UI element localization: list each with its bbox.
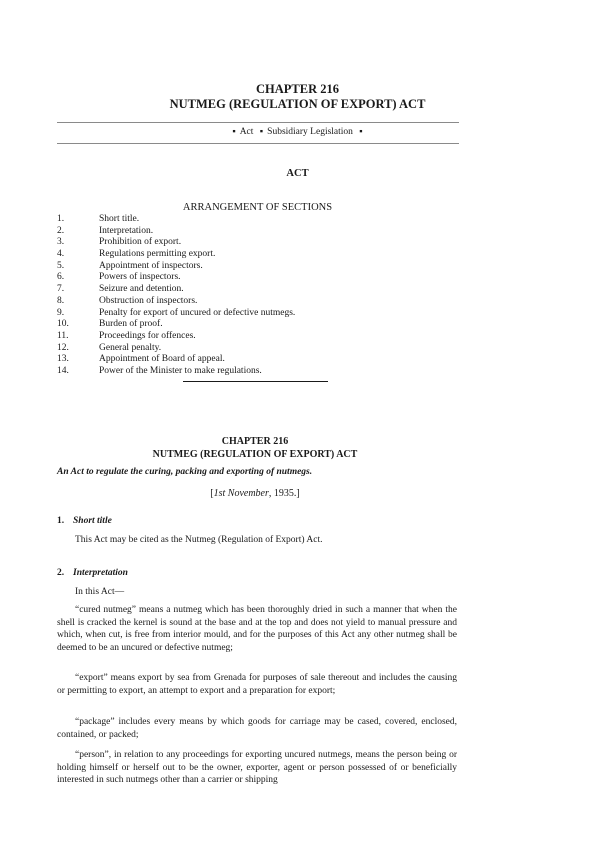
arrangement-item-number: 3. — [57, 237, 65, 248]
arrangement-item[interactable] — [57, 272, 477, 284]
act-label: ACT — [286, 168, 309, 179]
arrangement-item[interactable] — [57, 249, 477, 261]
body-chapter-heading: CHAPTER 216 — [221, 436, 289, 447]
arrangement-item[interactable] — [57, 331, 477, 343]
arrangement-item-number: 1. — [57, 214, 65, 224]
definition-export: “export” means export by sea from Grenada for purposes of sale thereout and includes the causing or permitting to export, an attempt to export and a preparation for export; — [57, 673, 457, 696]
section-2-intro: In this Act— — [75, 587, 125, 597]
arrangement-item-number: 14. — [57, 365, 69, 376]
arrangement-item[interactable] — [57, 296, 477, 308]
definition-package: “package” includes every means by which goods for carriage may be cased, covered, enclosed, contained, or packed; — [57, 717, 457, 740]
arrangement-item-number: 6. — [57, 272, 65, 283]
arrangement-item[interactable] — [57, 354, 477, 366]
act-title-heading: NUTMEG (REGULATION OF EXPORT) ACT — [169, 97, 426, 111]
arrangement-item[interactable] — [57, 237, 477, 249]
arrangement-item[interactable] — [57, 284, 477, 296]
arrangement-item[interactable] — [57, 343, 477, 355]
arrangement-item[interactable] — [57, 319, 477, 331]
body-act-title: NUTMEG (REGULATION OF EXPORT) ACT — [152, 449, 358, 460]
arrangement-item-number: 4. — [57, 249, 65, 260]
arrangement-item-label: Seizure and detention. — [99, 284, 184, 295]
arrangement-item-label: Appointment of inspectors. — [99, 260, 203, 271]
arrangement-item-number: 7. — [57, 284, 65, 295]
arrangement-item-label: General penalty. — [99, 342, 162, 353]
chapter-heading: CHAPTER 216 — [256, 82, 339, 96]
arrangement-item-label: Regulations permitting export. — [99, 249, 216, 260]
arrangement-title: ARRANGEMENT OF SECTIONS — [182, 202, 333, 213]
long-title: An Act to regulate the curing, packing and exporting of nutmegs. — [57, 467, 313, 477]
arrangement-item-number: 13. — [57, 354, 69, 365]
separator-line — [183, 381, 328, 382]
definition-cured-nutmeg: “cured nutmeg” means a nutmeg which has been thoroughly dried in such a manner that when the shell is cracked the kernel is sound at the base and at the top and does not yield to manual pressure and which, when cut, is free from interior mould, and for the purposes of this Act any other nutmeg shall be deemed to be an uncured or defective nutmeg; — [57, 605, 457, 653]
top-rule — [57, 122, 459, 123]
arrangement-item-label: Penalty for export of uncured or defective nutmegs. — [99, 307, 296, 318]
arrangement-list — [57, 214, 477, 378]
arrangement-item-label: Short title. — [99, 214, 140, 224]
section-1-text: This Act may be cited as the Nutmeg (Regulation of Export) Act. — [75, 535, 323, 545]
arrangement-item-label: Power of the Minister to make regulations. — [99, 365, 262, 376]
bullet-icon: ▪ — [232, 127, 236, 137]
bullet-icon: ▪ — [359, 127, 363, 137]
bottom-rule — [57, 143, 459, 144]
act-link[interactable]: Act — [239, 127, 254, 137]
arrangement-item[interactable] — [57, 261, 477, 273]
arrangement-item-number: 10. — [57, 319, 69, 330]
subsidiary-legislation-link[interactable]: Subsidiary Legislation — [267, 127, 353, 137]
section-1-heading: 1. Short title — [57, 516, 112, 526]
arrangement-item-number: 8. — [57, 295, 65, 306]
arrangement-item-number: 9. — [57, 307, 65, 318]
section-links-bar — [0, 127, 595, 137]
arrangement-item[interactable] — [57, 214, 477, 226]
arrangement-item-number: 11. — [57, 330, 69, 341]
section-2-heading: 2. Interpretation — [57, 568, 128, 578]
commencement-date: [1st November, 1935.] — [210, 488, 300, 499]
arrangement-item-label: Powers of inspectors. — [99, 272, 181, 283]
arrangement-item[interactable] — [57, 366, 477, 378]
arrangement-item-number: 12. — [57, 342, 69, 353]
bullet-icon: ▪ — [259, 127, 264, 137]
arrangement-item[interactable] — [57, 308, 477, 320]
arrangement-item-label: Interpretation. — [99, 225, 154, 236]
definition-person: “person”, in relation to any proceedings for exporting uncured nutmegs, means the person being or holding himself or herself out to be the owner, exporter, agent or person possessed of or beneficially interested in such nutmegs other than a carrier or shipping — [57, 750, 457, 785]
arrangement-item[interactable] — [57, 226, 477, 238]
arrangement-item-number: 5. — [57, 260, 65, 271]
arrangement-item-label: Burden of proof. — [99, 319, 163, 330]
arrangement-item-label: Appointment of Board of appeal. — [99, 354, 225, 365]
arrangement-item-label: Proceedings for offences. — [99, 330, 196, 341]
arrangement-item-number: 2. — [57, 225, 65, 236]
arrangement-item-label: Obstruction of inspectors. — [99, 295, 198, 306]
arrangement-item-label: Prohibition of export. — [99, 237, 182, 248]
